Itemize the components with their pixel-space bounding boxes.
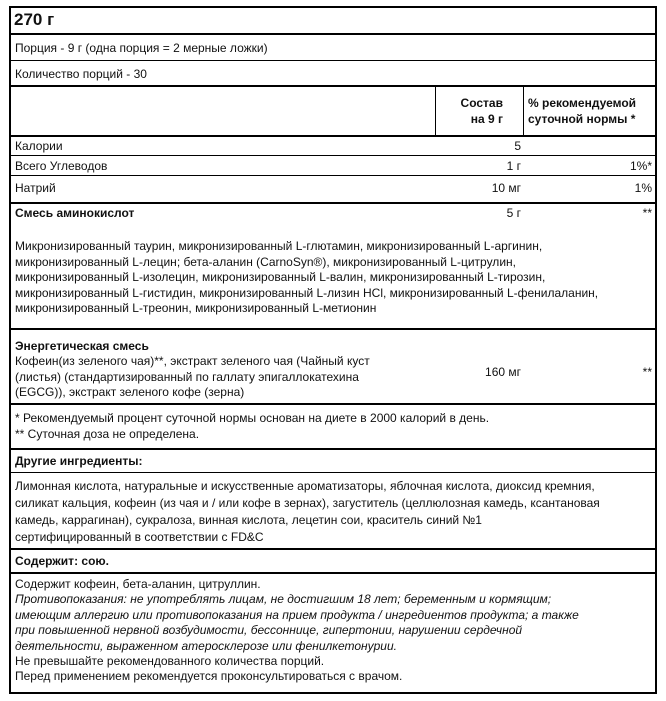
text-line: Лимонная кислота, натуральные и искусственные ароматизаторы, яблочная кислота, диоксид кремния, xyxy=(15,479,595,493)
text-line: микронизированный L-лецин; бета-аланин (CarnoSyn®), микронизированный L-цитрулин, xyxy=(15,254,516,269)
amino-blend-section xyxy=(11,204,655,330)
text-line: микронизированный L-изолецин, микронизированный L-валин, микронизированный L-тирозин, xyxy=(15,270,546,285)
other-ingredients-title: Другие ингредиенты: xyxy=(15,454,143,468)
footnote: * Рекомендуемый процент суточной нормы основан на диете в 2000 калорий в день. xyxy=(15,411,490,425)
contains-title: Содержит: сою. xyxy=(15,554,109,568)
amino-blend-ingredients xyxy=(15,239,649,317)
contraindication-line: при повышенной нервной возбудимости, бессоннице, гипертонии, нарушении сердечной xyxy=(15,623,523,638)
text-line: Микронизированный таурин, микронизированный L-глютамин, микронизированный L-аргинин, xyxy=(15,239,543,253)
nutrient-name: Всего Углеводов xyxy=(15,159,108,173)
nutrient-amount: 1 г xyxy=(506,159,521,173)
servings-count: Количество порций - 30 xyxy=(15,67,147,81)
nutrient-dv: 1%* xyxy=(629,159,652,173)
product-weight: 270 г xyxy=(14,10,55,29)
nutrient-row-calories xyxy=(11,137,655,156)
other-ingredients-section xyxy=(11,473,655,550)
warning-line: Не превышайте рекомендованного количества порций. xyxy=(15,654,325,669)
footnotes-section xyxy=(11,405,655,450)
serving-row xyxy=(11,35,655,61)
text-line: сертифицированный в соответствии с FD&C xyxy=(15,530,264,544)
contains-section xyxy=(11,550,655,574)
nutrient-amount: 5 xyxy=(514,139,521,153)
warning-intro: Содержит кофеин, бета-аланин, цитруллин. xyxy=(15,577,261,591)
warning-line: Перед применением рекомендуется проконсультироваться с врачом. xyxy=(15,669,403,684)
footnotes xyxy=(15,411,649,442)
nutrient-row-sodium xyxy=(11,176,655,204)
weight-row xyxy=(11,8,655,35)
dv-header-line2: суточной нормы * xyxy=(528,112,636,126)
amino-blend-title: Смесь аминокислот xyxy=(15,206,135,220)
energy-blend-ingredients xyxy=(15,354,649,401)
nutrient-name: Калории xyxy=(15,139,63,153)
text-line: камедь, каррагинан), сукралоза, винная кислота, лецетин сои, краситель синий №1 xyxy=(15,513,482,527)
dv-header-line1: % рекомендуемой xyxy=(528,96,637,110)
column-divider xyxy=(435,87,436,135)
nutrient-name: Натрий xyxy=(15,181,56,195)
other-ingredients-text xyxy=(15,478,649,546)
text-line: силикат кальция, кофеин (из чая и / или кофе в зернах), загуститель (целлюлозная камедь, ксантановая xyxy=(15,496,600,510)
other-ingredients-header xyxy=(11,450,655,473)
contraindication-line: Противопоказания: не употреблять лицам, не достигшим 18 лет; беременным и кормящим; xyxy=(15,592,552,607)
warnings-text xyxy=(15,577,649,685)
energy-blend-dv: ** xyxy=(642,365,652,379)
amino-blend-dv: ** xyxy=(642,206,652,220)
nutrient-row-carbohydrates xyxy=(11,156,655,176)
text-line: (EGCG)), экстракт зеленого кофе (зерна) xyxy=(15,385,245,400)
energy-blend-title: Энергетическая смесь xyxy=(15,339,149,353)
nutrition-label xyxy=(9,6,657,694)
serving-size: Порция - 9 г (одна порция = 2 мерные ложки) xyxy=(15,41,268,55)
column-header-row xyxy=(11,87,655,137)
contraindication-line: деятельности, выраженном атеросклерозе или фенилкетонурии. xyxy=(15,638,397,653)
column-divider xyxy=(523,87,524,135)
footnote: ** Суточная доза не определена. xyxy=(15,426,200,441)
nutrient-amount: 10 мг xyxy=(491,181,521,195)
energy-blend-amount: 160 мг xyxy=(485,365,521,379)
text-line: Кофеин(из зеленого чая)**, экстракт зеленого чая (Чайный куст xyxy=(15,354,370,368)
text-line: микронизированный L-гистидин, микронизированный L-лизин HCl, микронизированный L-фенилаланин, xyxy=(15,285,599,300)
amount-header-line1: Состав xyxy=(460,96,503,110)
nutrient-dv: 1% xyxy=(634,181,652,195)
text-line: (листья) (стандартизированный по галлату эпигаллокатехина xyxy=(15,369,359,384)
servings-count-row xyxy=(11,61,655,87)
contraindication-line: имеющим аллергию или противопоказания на прием продукта / ингредиентов продукта; а также xyxy=(15,607,579,622)
warnings-section xyxy=(11,574,655,692)
energy-blend-section xyxy=(11,330,655,405)
amino-blend-amount: 5 г xyxy=(506,206,521,220)
text-line: микронизированный L-треонин, микронизированный L-метионин xyxy=(15,301,377,316)
amount-header-line2: на 9 г xyxy=(470,112,503,126)
